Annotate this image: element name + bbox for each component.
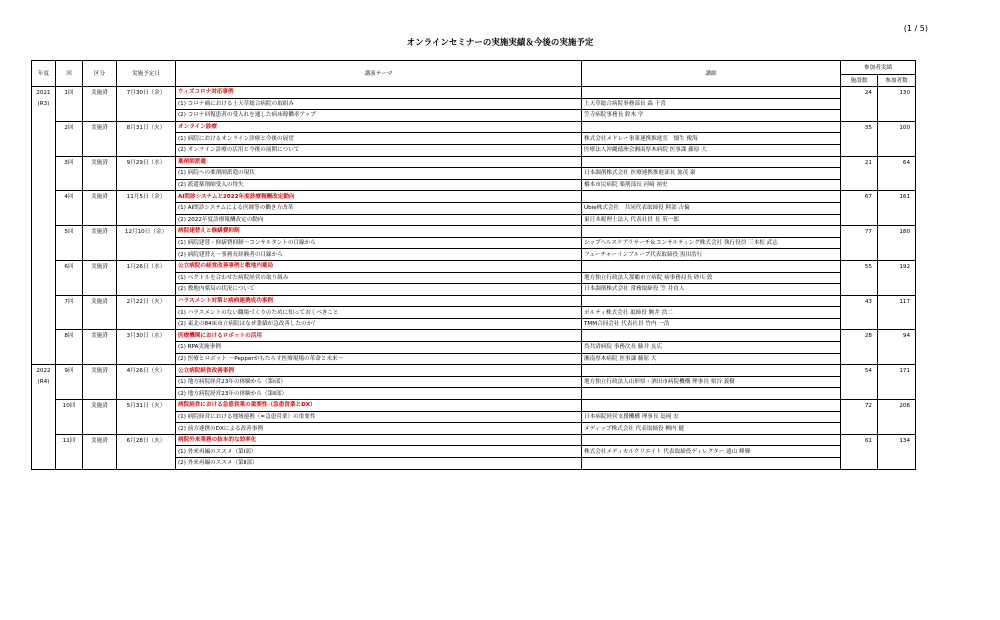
facility-count: 54 — [841, 365, 878, 400]
talk-theme: (1) RPA実施事例 — [176, 342, 582, 354]
session-number: 3回 — [56, 156, 83, 191]
session-number: 6回 — [56, 260, 83, 295]
talk-lecturer: 日本調剤株式会社 常務取締役 笠 井直人 — [582, 284, 841, 296]
year-value: 2022 — [36, 368, 51, 375]
session-row — [32, 434, 916, 446]
attendee-count: 94 — [878, 330, 916, 365]
session-title: 病院外来業務の抜本的な効率化 — [176, 434, 582, 446]
lecturer-blank — [582, 400, 841, 412]
lecturer-blank — [582, 226, 841, 238]
talk-lecturer: フューチャーインブループ代表取締役 黒田浩行 — [582, 249, 841, 261]
talk-lecturer: 湘南厚木病院 医事課 藤原 大 — [582, 353, 841, 365]
session-title: ウィズコロナ対応事例 — [176, 87, 582, 99]
page-number: (1 / 5) — [903, 24, 928, 33]
attendee-count: 206 — [878, 400, 916, 435]
talk-theme: (1) 地方病院経営23年の体験から（第Ⅰ部） — [176, 376, 582, 388]
talk-theme: (1) AI問診システムによる医師等の働き方改革 — [176, 202, 582, 214]
session-number: 10回 — [56, 400, 83, 435]
session-title: 公立病院の経営改善事例と敷地内薬局 — [176, 260, 582, 272]
talk-theme: (2) 敷地内薬局の状況について — [176, 284, 582, 296]
header-theme: 講演テーマ — [176, 61, 582, 87]
facility-count: 43 — [841, 295, 878, 330]
talk-lecturer: 地方独立行政法人山形県・酒田市病院機構 理事長 栗谷 義樹 — [582, 376, 841, 388]
header-no: 回 — [56, 61, 83, 87]
header-date: 実施予定日 — [117, 61, 176, 87]
attendee-count: 171 — [878, 365, 916, 400]
session-row — [32, 121, 916, 133]
talk-theme: (2) オンライン診療の活用と今後の展開について — [176, 144, 582, 156]
session-date: 6月28日（火） — [117, 434, 176, 469]
talk-theme: (2) 地方病院経営23年の体験から（第Ⅱ部） — [176, 388, 582, 400]
header-attendees: 参加者数 — [878, 75, 916, 87]
session-number: 5回 — [56, 226, 83, 261]
attendee-count: 64 — [878, 156, 916, 191]
session-title: 医療機関におけるロボットの活用 — [176, 330, 582, 342]
talk-lecturer: 株式会社メディカルクリエイト 代表取締役ディレクター 遠山 峰輝 — [582, 446, 841, 458]
header-year: 年度 — [32, 61, 56, 87]
talk-lecturer: シップヘルスケアリサーチ＆コンサルティング株式会社 執行役員 三本松 武志 — [582, 237, 841, 249]
session-category: 実施済 — [83, 87, 117, 122]
session-date: 9月29日（水） — [117, 156, 176, 191]
facility-count: 67 — [841, 191, 878, 226]
attendee-count: 134 — [878, 434, 916, 469]
session-date: 5月31日（火） — [117, 400, 176, 435]
session-title: AI問診システムと2022年度診療報酬改定動向 — [176, 191, 582, 203]
session-date: 1月26日（水） — [117, 260, 176, 295]
year-cell — [32, 87, 56, 365]
talk-theme: (2) 医療とロボット ～Pepperがもたらす医療現場の革命と未来～ — [176, 353, 582, 365]
talk-theme: (2) 派遣薬剤師受入の得失 — [176, 179, 582, 191]
session-title: 病院建替えと修繕費抑制 — [176, 226, 582, 238]
session-category: 実施済 — [83, 191, 117, 226]
talk-lecturer: 上天草総合病院事務部長 森 千喜 — [582, 98, 841, 110]
attendee-count: 130 — [878, 87, 916, 122]
session-date: 2月22日（火） — [117, 295, 176, 330]
year-era: (R4) — [37, 379, 50, 386]
talk-lecturer: ポルティ株式会社 取締役 駒井 浩二 — [582, 307, 841, 319]
session-row — [32, 400, 916, 412]
header-participants: 参加者実績 — [841, 61, 916, 75]
lecturer-blank — [582, 295, 841, 307]
talk-lecturer: TMM合同会社 代表社員 竹内 一浩 — [582, 318, 841, 330]
session-date: 12月10日（金） — [117, 226, 176, 261]
talk-lecturer: 橋本市民病院 薬剤部長 河﨑 裕史 — [582, 179, 841, 191]
seminar-table — [31, 60, 916, 470]
talk-lecturer: メディップ株式会社 代表取締役 柳内 健 — [582, 423, 841, 435]
session-date: 3月30日（水） — [117, 330, 176, 365]
attendee-count: 192 — [878, 260, 916, 295]
session-number: 9回 — [56, 365, 83, 400]
session-category: 実施済 — [83, 260, 117, 295]
facility-count: 61 — [841, 434, 878, 469]
talk-lecturer: 日本病院経営支援機構 理事長 島岡 宏 — [582, 411, 841, 423]
session-category: 実施済 — [83, 330, 117, 365]
session-title: 病院経営における急患営業の重要性（急患営業とDX） — [176, 400, 582, 412]
talk-theme: (1) コロナ禍における上天草総合病院の取組み — [176, 98, 582, 110]
session-number: 11回 — [56, 434, 83, 469]
talk-theme: (1) ベクトルを合わせた病院経営の取り組み — [176, 272, 582, 284]
attendee-count: 100 — [878, 121, 916, 156]
attendee-count: 117 — [878, 295, 916, 330]
talk-theme: (2) コロナ回復患者の受入れを通した病床稼働率アップ — [176, 110, 582, 122]
talk-theme: (1) 病院建替・修繕費抑制～コンサルタントの目線から — [176, 237, 582, 249]
talk-theme: (2) 東北の84床市立病院はなぜ業績が急改善したのか？ — [176, 318, 582, 330]
lecturer-blank — [582, 121, 841, 133]
facility-count: 72 — [841, 400, 878, 435]
year-value: 2021 — [36, 90, 51, 96]
session-number: 2回 — [56, 121, 83, 156]
header-lecturer: 講師 — [582, 61, 841, 87]
session-date: 4月26日（火） — [117, 365, 176, 400]
talk-theme: (2) 外来再編のススメ（第Ⅱ部） — [176, 458, 582, 470]
talk-lecturer: 医療法人沖縄徳洲会湘南厚木病院 医事課 藤原 大 — [582, 144, 841, 156]
session-number: 1回 — [56, 87, 83, 122]
lecturer-blank — [582, 434, 841, 446]
lecturer-blank — [582, 365, 841, 377]
talk-lecturer — [582, 388, 841, 400]
lecturer-blank — [582, 191, 841, 203]
table-body — [32, 87, 916, 470]
talk-theme: (1) 病院経営における地域連携（=急患営業）の重要性 — [176, 411, 582, 423]
session-number: 7回 — [56, 295, 83, 330]
session-category: 実施済 — [83, 400, 117, 435]
talk-theme: (1) 病院への薬剤師派遣の現状 — [176, 168, 582, 180]
attendee-count: 161 — [878, 191, 916, 226]
session-row — [32, 365, 916, 377]
session-category: 実施済 — [83, 156, 117, 191]
session-number: 4回 — [56, 191, 83, 226]
facility-count: 77 — [841, 226, 878, 261]
session-title: ハラスメント対策と病病連携成功事例 — [176, 295, 582, 307]
talk-lecturer: 日本調剤株式会社 医療連携推進部長 加茂 豪 — [582, 168, 841, 180]
talk-theme: (2) 2022年度診療報酬改定の動向 — [176, 214, 582, 226]
session-number: 8回 — [56, 330, 83, 365]
facility-count: 55 — [841, 260, 878, 295]
header-category: 区分 — [83, 61, 117, 87]
document-title: オンラインセミナーの実施実績＆今後の実施予定 — [406, 38, 594, 48]
session-date: 11月5日（金） — [117, 191, 176, 226]
lecturer-blank — [582, 87, 841, 99]
session-category: 実施済 — [83, 434, 117, 469]
year-era: (R3) — [37, 101, 50, 107]
session-title: オンライン診療 — [176, 121, 582, 133]
header-facilities: 施設数 — [841, 75, 878, 87]
talk-theme: (1) 外来再編のススメ（第Ⅰ部） — [176, 446, 582, 458]
talk-lecturer: Ubie株式会社 共同代表取締役 阿部 吉倫 — [582, 202, 841, 214]
lecturer-blank — [582, 330, 841, 342]
session-row — [32, 191, 916, 203]
session-title: 薬剤師派遣 — [176, 156, 582, 168]
session-category: 実施済 — [83, 295, 117, 330]
lecturer-blank — [582, 156, 841, 168]
session-title: 公立病院経営改善事例 — [176, 365, 582, 377]
session-row — [32, 87, 916, 99]
session-row — [32, 260, 916, 272]
session-date: 8月31日（火） — [117, 121, 176, 156]
session-row — [32, 226, 916, 238]
lecturer-blank — [582, 260, 841, 272]
session-category: 実施済 — [83, 121, 117, 156]
talk-lecturer: 地方独立行政法人那覇市立病院 病事務局長 砂川 敦 — [582, 272, 841, 284]
session-date: 7月30日（金） — [117, 87, 176, 122]
session-row — [32, 156, 916, 168]
session-row — [32, 295, 916, 307]
talk-theme: (2) 前方連携のDXによる改善事例 — [176, 423, 582, 435]
talk-lecturer: 東日本税理士法人 代表社員 長 英一郎 — [582, 214, 841, 226]
talk-lecturer: 笠寺病院事務長 鈴木 学 — [582, 110, 841, 122]
talk-theme: (1) ハラスメントのない職場づくりのために知っておくべきこと — [176, 307, 582, 319]
session-category: 実施済 — [83, 226, 117, 261]
facility-count: 35 — [841, 121, 878, 156]
facility-count: 21 — [841, 156, 878, 191]
talk-theme: (1) 病院におけるオンライン診療と今後の展望 — [176, 133, 582, 145]
attendee-count: 180 — [878, 226, 916, 261]
talk-theme: (2) 病院建替え～事務長経験者の目線から — [176, 249, 582, 261]
talk-lecturer: 呉共済病院 事務次長 藤井 友広 — [582, 342, 841, 354]
facility-count: 28 — [841, 330, 878, 365]
session-category: 実施済 — [83, 365, 117, 400]
talk-lecturer — [582, 458, 841, 470]
facility-count: 24 — [841, 87, 878, 122]
session-row — [32, 330, 916, 342]
year-cell — [32, 365, 56, 469]
talk-lecturer: 株式会社メドレー事業連携推進室 畑生 俊海 — [582, 133, 841, 145]
